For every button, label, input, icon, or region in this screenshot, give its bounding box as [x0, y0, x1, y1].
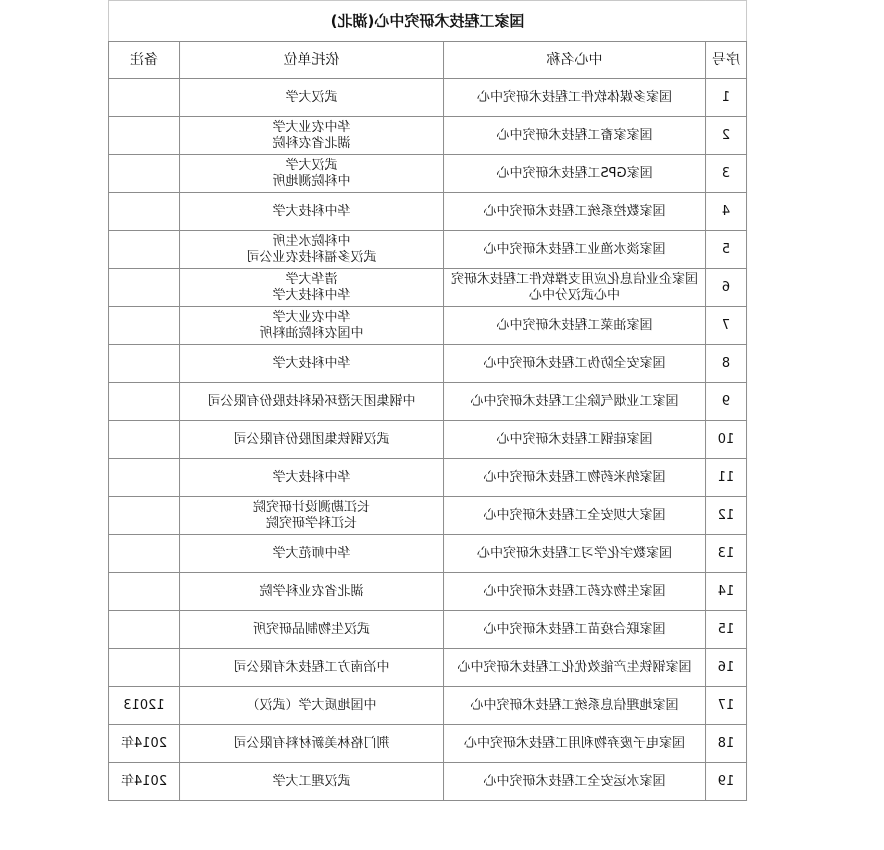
note-cell [109, 421, 180, 459]
table-title: 国家工程技术研究中心(湖北) [109, 1, 747, 42]
header-center-name: 中心名称 [444, 42, 706, 79]
center-name-cell: 国家联合疫苗工程技术研究中心 [444, 611, 706, 649]
row-index-cell: 13 [706, 535, 747, 573]
center-name-cell: 国家数字化学习工程技术研究中心 [444, 535, 706, 573]
center-name-cell: 国家家畜工程技术研究中心 [444, 117, 706, 155]
note-cell [109, 307, 180, 345]
note-cell: 2014年 [109, 763, 180, 801]
table-row [109, 231, 747, 269]
host-org-cell: 中钢集团天澄环保科技股份有限公司 [180, 383, 444, 421]
note-cell [109, 193, 180, 231]
host-org-cell: 清华大学 华中科技大学 [180, 269, 444, 307]
host-org-cell: 中科院水生所 武汉多福科技农业公司 [180, 231, 444, 269]
host-org-cell: 华中科技大学 [180, 459, 444, 497]
table-row [109, 763, 747, 801]
note-cell [109, 573, 180, 611]
note-cell [109, 231, 180, 269]
note-cell [109, 611, 180, 649]
table-row [109, 497, 747, 535]
center-name-cell: 国家地理信息系统工程技术研究中心 [444, 687, 706, 725]
note-cell [109, 649, 180, 687]
host-org-cell: 华中师范大学 [180, 535, 444, 573]
row-index-cell: 8 [706, 345, 747, 383]
host-org-cell: 中冶南方工程技术有限公司 [180, 649, 444, 687]
row-index-cell: 10 [706, 421, 747, 459]
header-note: 备注 [109, 42, 180, 79]
host-org-cell: 荆门格林美新材料有限公司 [180, 725, 444, 763]
header-host-org: 依托单位 [180, 42, 444, 79]
row-index-cell: 12 [706, 497, 747, 535]
table-row [109, 193, 747, 231]
row-index-cell: 6 [706, 269, 747, 307]
note-cell [109, 497, 180, 535]
host-org-cell: 湖北省农业科学院 [180, 573, 444, 611]
host-org-cell: 长江勘测设计研究院 长江科学研究院 [180, 497, 444, 535]
center-name-cell: 国家企业信息化应用支撑软件工程技术研究中心武汉分中心 [444, 269, 706, 307]
row-index-cell: 18 [706, 725, 747, 763]
table-row [109, 117, 747, 155]
center-name-cell: 国家安全防伪工程技术研究中心 [444, 345, 706, 383]
note-cell: 2014年 [109, 725, 180, 763]
host-org-cell: 武汉大学 中科院测地所 [180, 155, 444, 193]
row-index-cell: 16 [706, 649, 747, 687]
note-cell: 12013 [109, 687, 180, 725]
row-index-cell: 15 [706, 611, 747, 649]
center-name-cell: 国家油菜工程技术研究中心 [444, 307, 706, 345]
center-name-cell: 国家淡水渔业工程技术研究中心 [444, 231, 706, 269]
table-row [109, 535, 747, 573]
host-org-cell: 华中科技大学 [180, 345, 444, 383]
table-row [109, 269, 747, 307]
table-row [109, 383, 747, 421]
table-row [109, 573, 747, 611]
note-cell [109, 117, 180, 155]
row-index-cell: 19 [706, 763, 747, 801]
row-index-cell: 5 [706, 231, 747, 269]
row-index-cell: 11 [706, 459, 747, 497]
center-name-cell: 国家数控系统工程技术研究中心 [444, 193, 706, 231]
note-cell [109, 383, 180, 421]
note-cell [109, 79, 180, 117]
center-name-cell: 国家GPS工程技术研究中心 [444, 155, 706, 193]
row-index-cell: 7 [706, 307, 747, 345]
table-row [109, 687, 747, 725]
host-org-cell: 华中农业大学 湖北省农科院 [180, 117, 444, 155]
table-row [109, 725, 747, 763]
center-name-cell: 国家生物农药工程技术研究中心 [444, 573, 706, 611]
row-index-cell: 4 [706, 193, 747, 231]
center-name-cell: 国家电子废弃物利用工程技术研究中心 [444, 725, 706, 763]
engineering-centers-table [108, 0, 747, 801]
center-name-cell: 国家水运安全工程技术研究中心 [444, 763, 706, 801]
row-index-cell: 2 [706, 117, 747, 155]
note-cell [109, 535, 180, 573]
host-org-cell: 武汉大学 [180, 79, 444, 117]
row-index-cell: 14 [706, 573, 747, 611]
table-row [109, 155, 747, 193]
row-index-cell: 9 [706, 383, 747, 421]
header-row [109, 42, 747, 79]
row-index-cell: 17 [706, 687, 747, 725]
host-org-cell: 武汉生物制品研究所 [180, 611, 444, 649]
table-row [109, 459, 747, 497]
host-org-cell: 武汉钢铁集团股份有限公司 [180, 421, 444, 459]
note-cell [109, 345, 180, 383]
title-row [109, 1, 747, 42]
header-index: 序号 [706, 42, 747, 79]
center-name-cell: 国家硅钢工程技术研究中心 [444, 421, 706, 459]
host-org-cell: 华中科技大学 [180, 193, 444, 231]
note-cell [109, 459, 180, 497]
host-org-cell: 中国地质大学（武汉） [180, 687, 444, 725]
host-org-cell: 华中农业大学 中国农科院油料所 [180, 307, 444, 345]
note-cell [109, 269, 180, 307]
table-row [109, 79, 747, 117]
table-row [109, 345, 747, 383]
table-row [109, 421, 747, 459]
center-name-cell: 国家钢铁生产能效优化工程技术研究中心 [444, 649, 706, 687]
host-org-cell: 武汉理工大学 [180, 763, 444, 801]
center-name-cell: 国家多媒体软件工程技术研究中心 [444, 79, 706, 117]
table-row [109, 307, 747, 345]
table-row [109, 649, 747, 687]
center-name-cell: 国家工业烟气除尘工程技术研究中心 [444, 383, 706, 421]
center-name-cell: 国家纳米药物工程技术研究中心 [444, 459, 706, 497]
table-row [109, 611, 747, 649]
center-name-cell: 国家大坝安全工程技术研究中心 [444, 497, 706, 535]
spreadsheet-table-area [108, 0, 746, 836]
row-index-cell: 1 [706, 79, 747, 117]
row-index-cell: 3 [706, 155, 747, 193]
note-cell [109, 155, 180, 193]
